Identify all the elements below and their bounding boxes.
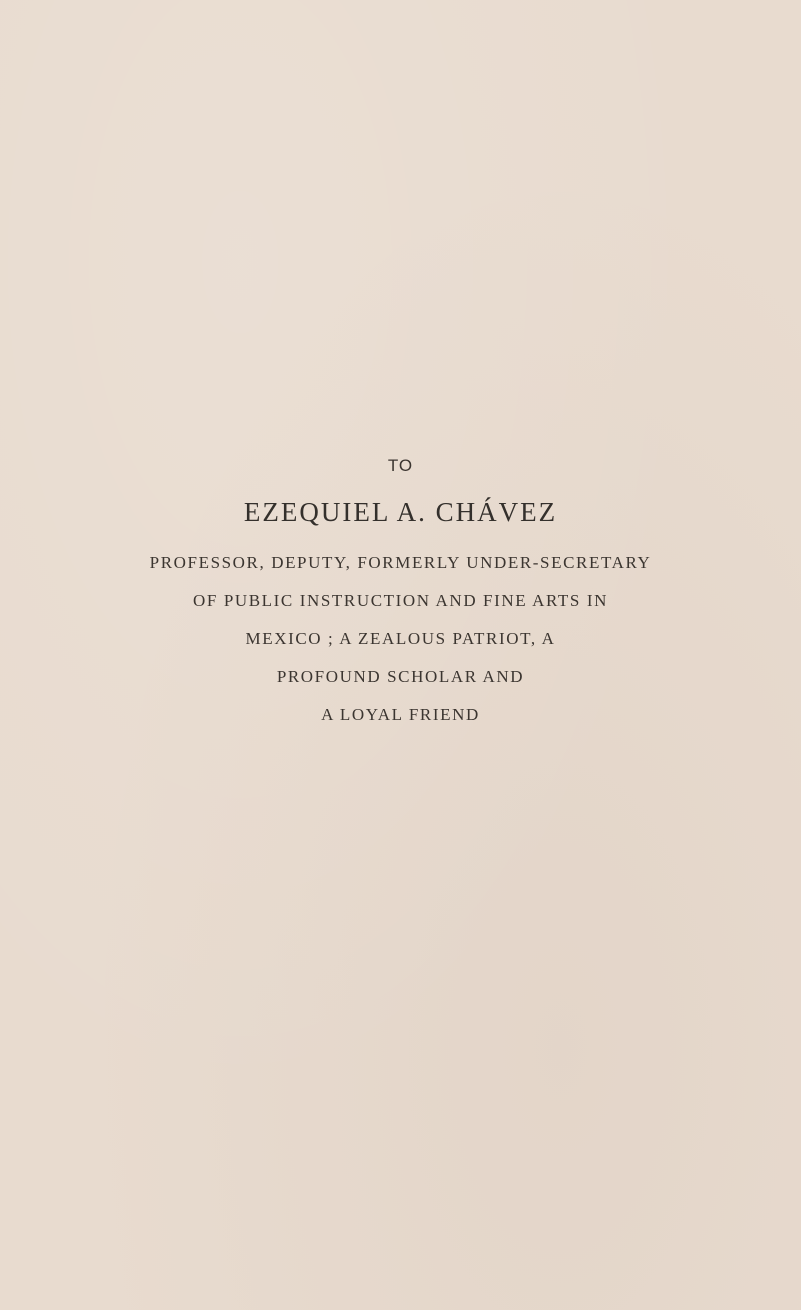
dedication-block	[0, 452, 801, 734]
dedication-text	[0, 544, 801, 734]
dedication-line: OF PUBLIC INSTRUCTION AND FINE ARTS IN	[193, 591, 608, 610]
dedication-to: TO	[387, 456, 414, 475]
dedication-line: A LOYAL FRIEND	[321, 705, 480, 724]
dedication-line: PROFESSOR, DEPUTY, FORMERLY UNDER-SECRETARY	[149, 553, 652, 572]
dedicatee-name: EZEQUIEL A. CHÁVEZ	[243, 497, 558, 527]
dedication-line: PROFOUND SCHOLAR AND	[276, 667, 525, 686]
dedication-line: MEXICO ; A ZEALOUS PATRIOT, A	[245, 629, 556, 648]
